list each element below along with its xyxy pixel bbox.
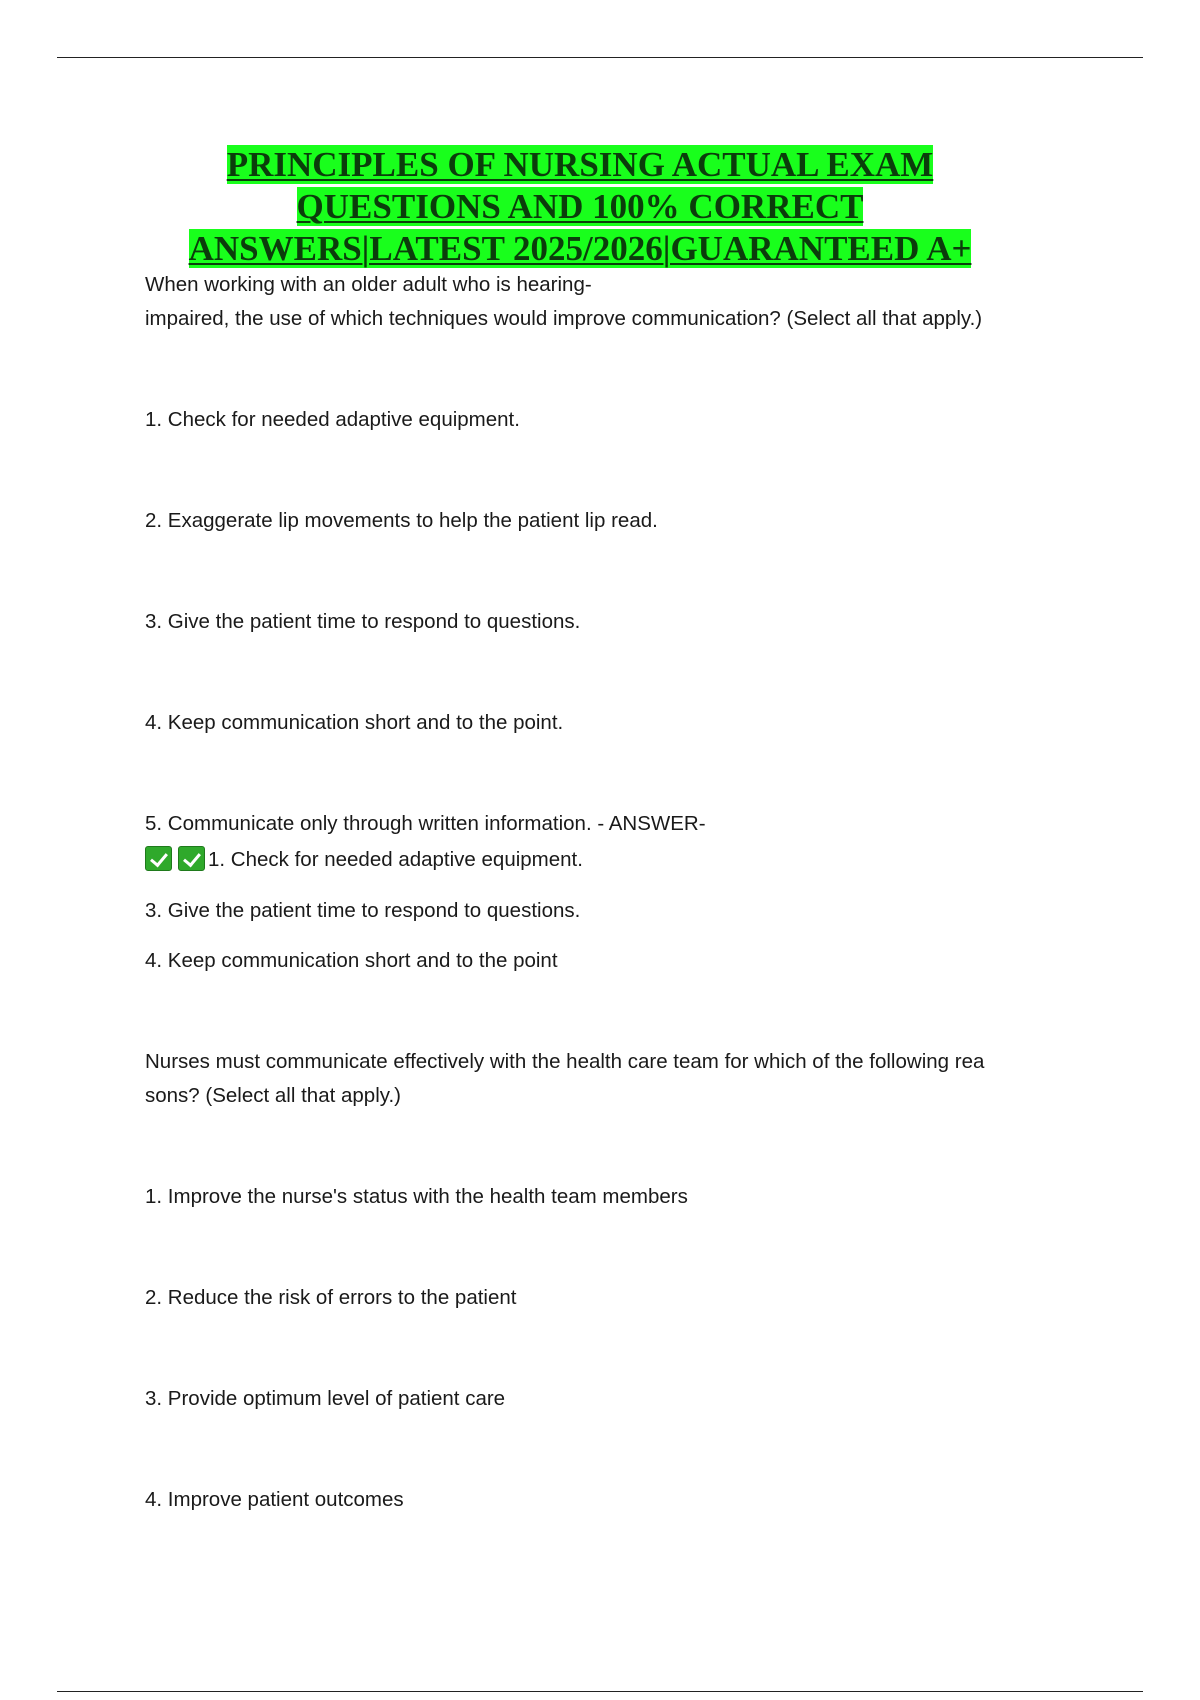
title-line: QUESTIONS AND 100% CORRECT	[296, 187, 864, 226]
answer-text: 1. Check for needed adaptive equipment.	[208, 848, 583, 871]
bottom-rule	[57, 1691, 1143, 1692]
question-1-option-4: 4. Keep communication short and to the point.	[145, 711, 564, 734]
question-2-stem-line-1: Nurses must communicate effectively with the health care team for which of the following rea	[145, 1050, 985, 1073]
question-2-option-3: 3. Provide optimum level of patient care	[145, 1387, 506, 1410]
question-1-option-1: 1. Check for needed adaptive equipment.	[145, 408, 520, 431]
document-title	[120, 144, 1040, 270]
answer-line-2: 3. Give the patient time to respond to questions.	[145, 899, 581, 922]
question-1-option-3: 3. Give the patient time to respond to questions.	[145, 610, 581, 633]
answer-line-1	[145, 843, 583, 877]
question-2-option-1: 1. Improve the nurse's status with the health team members	[145, 1185, 688, 1208]
question-2-stem-line-2: sons? (Select all that apply.)	[145, 1084, 401, 1107]
question-1-stem-line-1: When working with an older adult who is hearing-	[145, 273, 592, 296]
question-1-stem-line-2: impaired, the use of which techniques would improve communication? (Select all that apply.)	[145, 307, 983, 330]
question-1-option-5: 5. Communicate only through written information. - ANSWER-	[145, 812, 706, 835]
question-2-option-2: 2. Reduce the risk of errors to the patient	[145, 1286, 517, 1309]
check-mark-icon	[178, 846, 205, 871]
top-rule	[57, 57, 1143, 58]
question-1-option-2: 2. Exaggerate lip movements to help the patient lip read.	[145, 509, 658, 532]
title-line: ANSWERS|LATEST 2025/2026|GUARANTEED A+	[188, 229, 972, 268]
question-2-option-4: 4. Improve patient outcomes	[145, 1488, 404, 1511]
check-mark-icon	[145, 846, 172, 871]
title-line: PRINCIPLES OF NURSING ACTUAL EXAM	[226, 145, 934, 184]
answer-line-3: 4. Keep communication short and to the point	[145, 949, 558, 972]
